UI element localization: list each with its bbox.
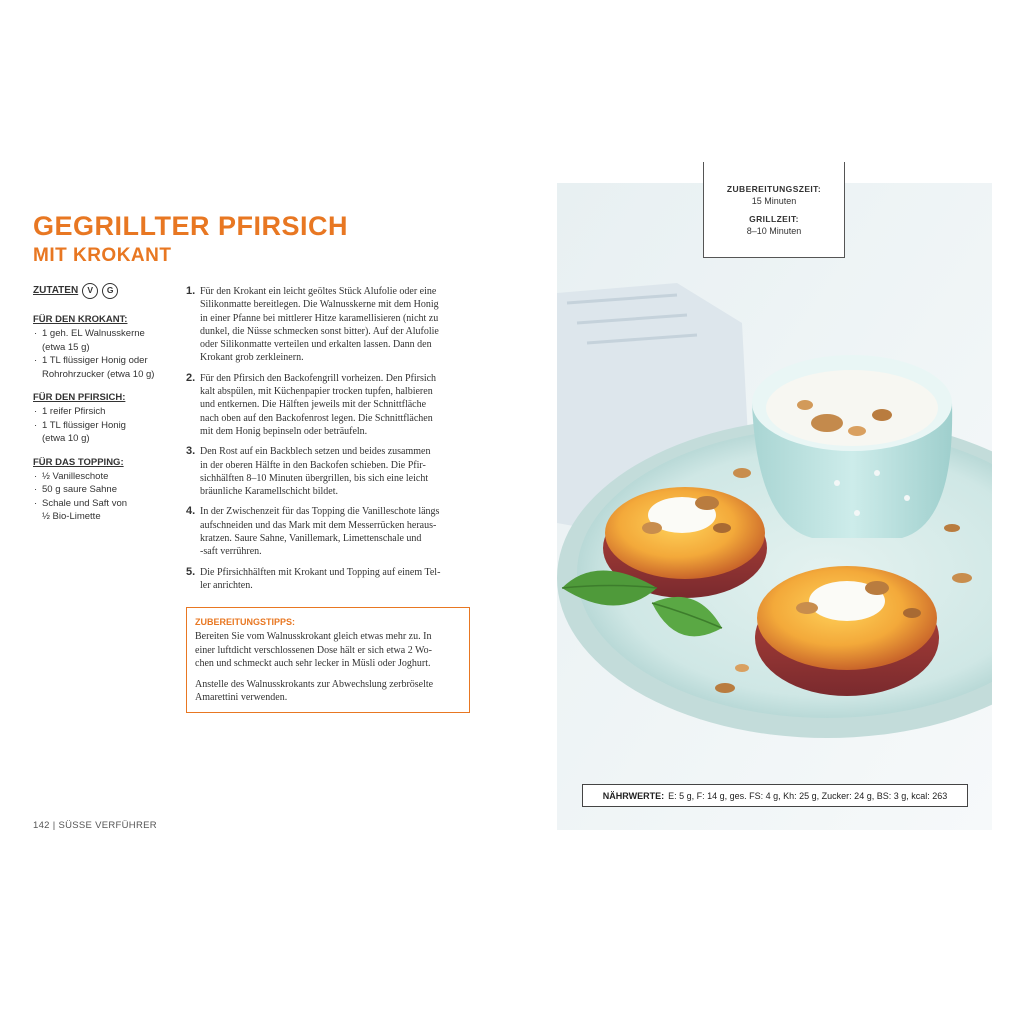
step-number: 5. bbox=[186, 565, 196, 578]
ingredient-item: · ½ Vanilleschote bbox=[33, 470, 173, 483]
recipe-subtitle: MIT KROKANT bbox=[33, 245, 172, 266]
grill-time-label: GRILLZEIT: bbox=[749, 214, 799, 224]
ingredient-item: · Schale und Saft von bbox=[33, 497, 173, 510]
step-text: In der Zwischenzeit für das Topping die Vanilleschote längs aufschneiden und das Mark mit dem Messerrücken heraus- kratzen. Saure Sahne, Vanillemark, Limettenschale und -saft verrühren. bbox=[200, 506, 440, 558]
ingredient-group-heading: FÜR DAS TOPPING: bbox=[33, 456, 124, 468]
ingredient-item: · 1 TL flüssiger Honig oder bbox=[33, 354, 173, 367]
instruction-step bbox=[186, 372, 468, 438]
gluten-free-badge-icon: G bbox=[102, 283, 118, 299]
vegetarian-badge-icon: V bbox=[82, 283, 98, 299]
food-photo bbox=[557, 183, 992, 830]
step-number: 2. bbox=[186, 371, 196, 384]
step-text: Für den Krokant ein leicht geöltes Stück Alufolie oder eine Silikonmatte bereitlegen. Die Walnusskerne mit dem Honig in einer Pfanne bei mittlerer Hitze karamellisieren (nicht zu dunkel, die Nüsse schmecken sonst bitter). Auf der Alufolie oder Silikonmatte verteilen und erkalten lassen. Dann den Krokant grob zerkleinern. bbox=[200, 286, 439, 364]
prep-time-value: 15 Minuten bbox=[751, 196, 797, 206]
page-footer bbox=[33, 820, 157, 831]
tips-paragraph: Anstelle des Walnusskrokants zur Abwechslung zerbröselte Amarettini verwenden. bbox=[195, 678, 434, 704]
ingredient-item-detail: ½ Bio-Limette bbox=[42, 511, 101, 523]
ingredient-item-detail: Rohrohrzucker (etwa 10 g) bbox=[42, 368, 155, 380]
ingredient-group-pfirsich bbox=[33, 391, 173, 446]
ingredient-item: · 50 g saure Sahne bbox=[33, 483, 173, 496]
step-number: 1. bbox=[186, 285, 196, 297]
instructions-list bbox=[186, 285, 468, 599]
nutrition-box bbox=[582, 784, 968, 807]
ingredient-item-detail: (etwa 10 g) bbox=[42, 433, 90, 445]
page-number: 142 bbox=[33, 820, 50, 831]
step-number: 3. bbox=[186, 445, 196, 458]
section-name: SÜSSE VERFÜHRER bbox=[58, 820, 157, 831]
nutrition-label: NÄHRWERTE: bbox=[602, 790, 665, 801]
zutaten-label: ZUTATEN bbox=[33, 285, 79, 297]
ingredient-item: · 1 TL flüssiger Honig bbox=[33, 419, 173, 432]
grilled-peach-illustration bbox=[557, 183, 992, 830]
preparation-tips-box bbox=[186, 607, 470, 713]
ingredient-group-topping bbox=[33, 456, 173, 524]
ingredient-group-krokant bbox=[33, 313, 173, 381]
recipe-title: GEGRILLTER PFIRSICH bbox=[33, 211, 349, 241]
instruction-step bbox=[186, 566, 468, 593]
step-text: Den Rost auf ein Backblech setzen und beides zusammen in der oberen Hälfte in den Backofen schieben. Die Pfir- sichhälften 8–10 Minuten übergrillen, bis sich eine leicht bräunliche Karamellschicht bildet. bbox=[200, 446, 431, 498]
ingredient-group-heading: FÜR DEN KROKANT: bbox=[33, 314, 128, 325]
nutrition-values: E: 5 g, F: 14 g, ges. FS: 4 g, Kh: 25 g, Zucker: 24 g, BS: 3 g, kcal: 263 bbox=[668, 790, 948, 801]
instruction-step bbox=[186, 505, 468, 558]
tips-paragraph: Bereiten Sie vom Walnusskrokant gleich etwas mehr zu. In einer luftdicht verschlossenen Dose hält er sich etwa 2 Wo- chen und schmeckt auch sehr lecker in Müsli oder Joghurt. bbox=[195, 631, 432, 670]
step-text: Für den Pfirsich den Backofengrill vorheizen. Den Pfirsich kalt abspülen, mit Küchenpapier trocken tupfen, halbieren und entkernen. Die Hälften jeweils mit der Schnittfläche nach oben auf den Backofenrost legen. Die Schnittflächen mit dem Honig bepinseln oder beträufeln. bbox=[200, 372, 437, 437]
tips-title: ZUBEREITUNGSTIPPS: bbox=[195, 617, 296, 627]
step-number: 4. bbox=[186, 505, 196, 518]
ingredients-column bbox=[33, 283, 173, 534]
ingredient-item-detail: (etwa 15 g) bbox=[42, 341, 90, 353]
grill-time-value: 8–10 Minuten bbox=[746, 226, 802, 236]
ingredient-item: · 1 reifer Pfirsich bbox=[33, 405, 173, 418]
ingredient-group-heading: FÜR DEN PFIRSICH: bbox=[33, 392, 126, 404]
zutaten-header bbox=[33, 283, 173, 299]
footer-separator: | bbox=[52, 820, 56, 831]
instruction-step bbox=[186, 285, 468, 365]
instruction-step bbox=[186, 445, 468, 498]
step-text: Die Pfirsichhälften mit Krokant und Topping auf einem Tel- ler anrichten. bbox=[200, 566, 441, 591]
time-info-box bbox=[703, 162, 845, 258]
ingredient-item: · 1 geh. EL Walnusskerne bbox=[33, 327, 173, 340]
prep-time-label: ZUBEREITUNGSZEIT: bbox=[726, 184, 822, 194]
